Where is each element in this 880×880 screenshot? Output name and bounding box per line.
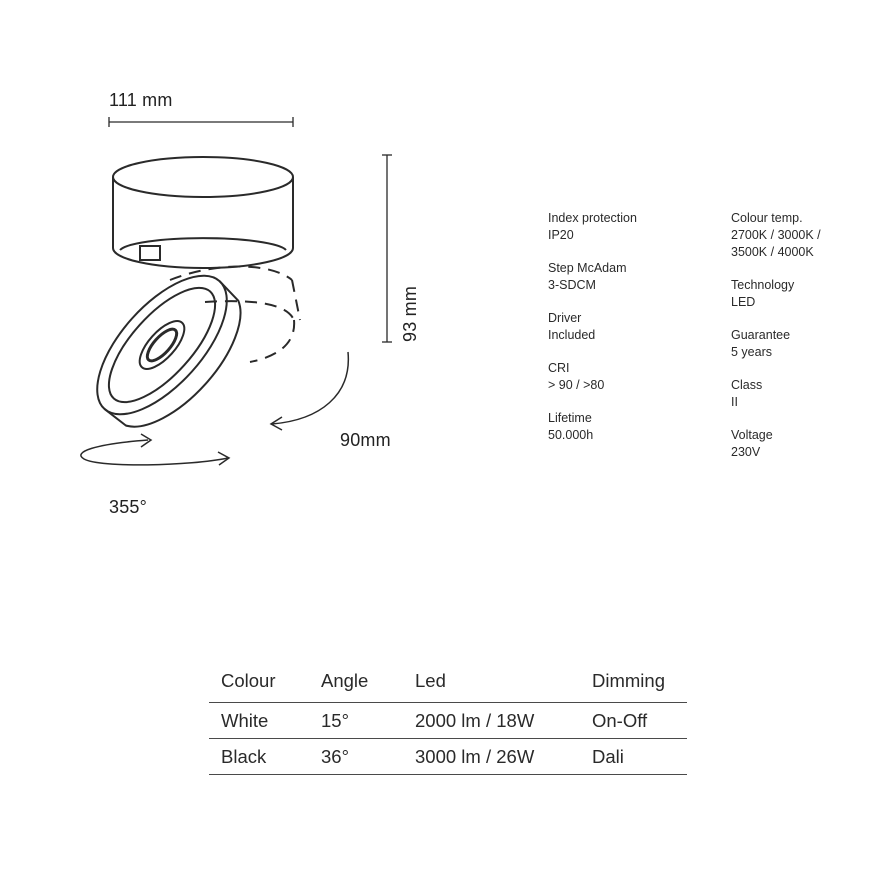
spec-label: Guarantee [731,328,791,342]
spec-driver [548,310,708,344]
spec-label: Class [731,378,763,392]
tilt-label: 90mm [340,430,391,450]
spec-label: Step McAdam [548,261,627,275]
spec-value: 230V [731,445,761,459]
spec-index-protection [548,210,708,244]
spec-label: Voltage [731,428,773,442]
rotation-arrow [81,440,228,465]
width-label: 111 mm [109,90,173,110]
spec-label: Driver [548,311,582,325]
spec-label: Lifetime [548,411,592,425]
spec-value: IP20 [548,228,574,242]
spec-technology [731,277,871,311]
table-cell: Black [209,739,309,775]
column-header-dimming: Dimming [592,670,665,691]
spec-label: CRI [548,361,570,375]
table-cell: 2000 lm / 18W [403,703,580,739]
table-cell: 36° [309,739,403,775]
spec-lifetime [548,410,708,444]
spec-guarantee [731,327,871,361]
rotated-head-outline [170,267,300,363]
variants-table [209,662,687,775]
spec-value: Included [548,328,596,342]
column-header-colour: Colour [221,670,276,691]
table-header-row [209,662,687,703]
spec-class [731,377,871,411]
spec-value: 2700K / 3000K / 3500K / 4000K [731,228,821,259]
spec-value: II [731,395,738,409]
table-cell: On-Off [580,703,687,739]
tilt-arrow [272,352,348,424]
specs-right [731,210,871,477]
table-cell: 15° [309,703,403,739]
table-row [209,739,687,775]
spec-label: Technology [731,278,795,292]
spec-cri [548,360,708,394]
spec-value: 50.000h [548,428,594,442]
specs-left [548,210,708,460]
rotation-label: 355° [109,497,148,517]
table-row [209,703,687,739]
table-cell: White [209,703,309,739]
spec-label: Colour temp. [731,211,803,225]
table-cell: Dali [580,739,687,775]
spec-label: Index protection [548,211,637,225]
spec-voltage [731,427,871,461]
spec-value: 3-SDCM [548,278,596,292]
spec-value: LED [731,295,756,309]
column-header-led: Led [415,670,446,691]
lamp-head [75,254,263,448]
height-label: 93 mm [400,285,420,342]
spec-colour-temp [731,210,871,261]
joint-block [140,246,160,260]
table-cell: 3000 lm / 26W [403,739,580,775]
spec-value: > 90 / >80 [548,378,605,392]
spec-value: 5 years [731,345,772,359]
column-header-angle: Angle [321,670,369,691]
spec-step-mcadam [548,260,708,294]
